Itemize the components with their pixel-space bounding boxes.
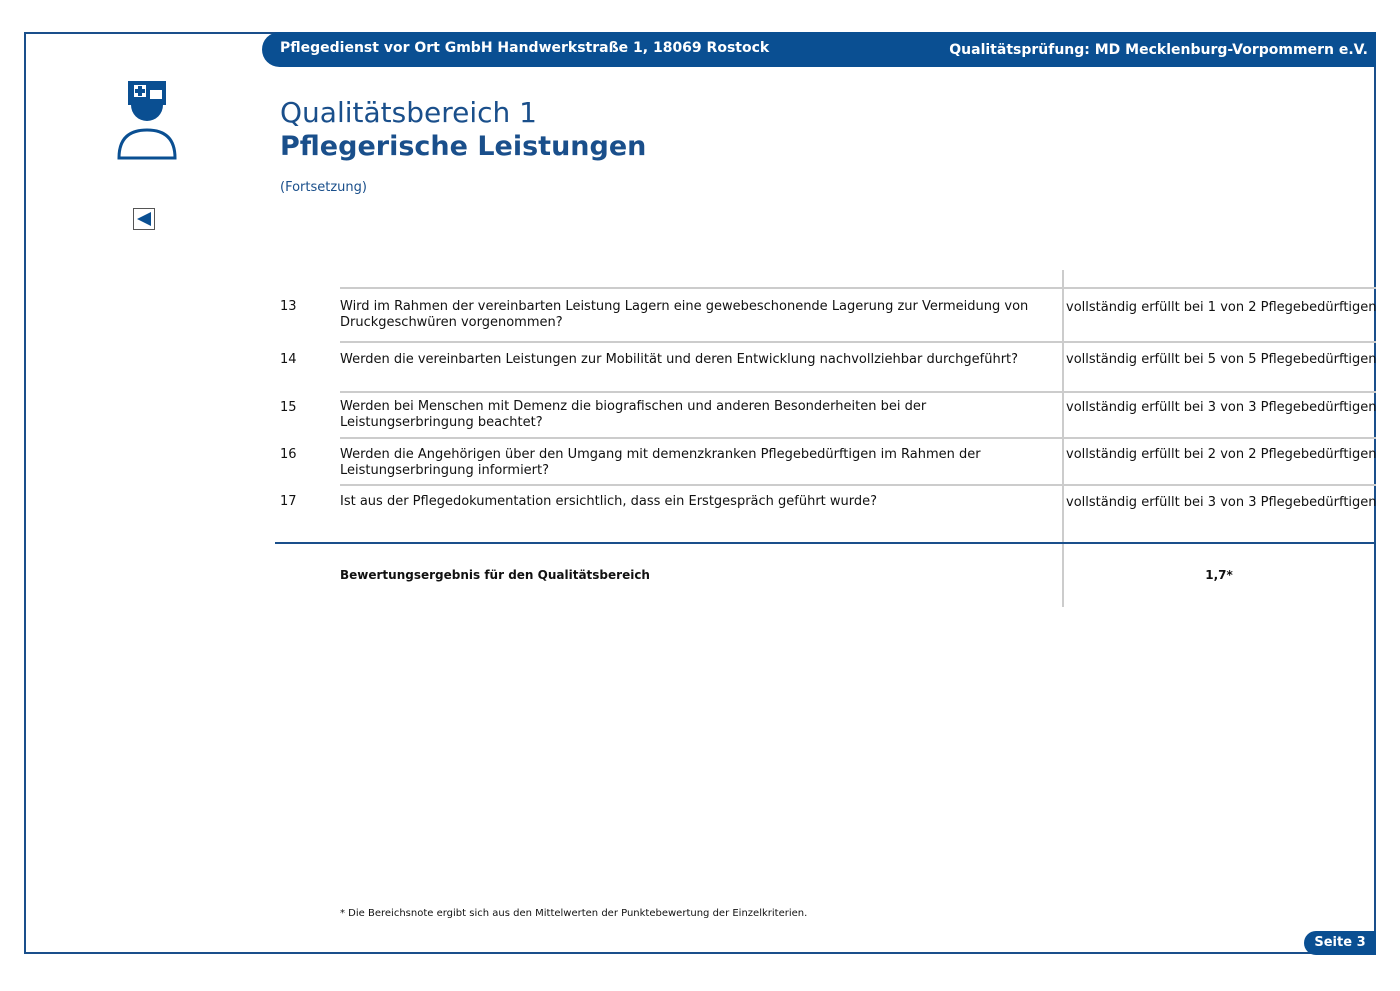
row-question: Werden die Angehörigen über den Umgang mit demenzkranken Pflegebedürftigen im Rahmen der Leistungserbringung informiert?: [340, 447, 981, 478]
row-number: 15: [280, 400, 297, 415]
page-number-badge: Seite 3: [1304, 931, 1376, 955]
row-number: 13: [280, 299, 297, 314]
summary-label: Bewertungsergebnis für den Qualitätsbereich: [340, 568, 650, 582]
back-button[interactable]: [133, 208, 155, 230]
row-answer: vollständig erfüllt bei 2 von 2 Pflegebedürftigen: [1066, 447, 1377, 462]
header-bar: [262, 32, 1376, 67]
row-divider: [340, 391, 1376, 393]
row-answer: vollständig erfüllt bei 3 von 3 Pflegebedürftigen: [1066, 495, 1377, 510]
section-subtitle: (Fortsetzung): [280, 180, 367, 195]
row-number: 14: [280, 352, 297, 367]
page-frame: [24, 32, 1376, 954]
row-question: Ist aus der Pflegedokumentation ersichtlich, dass ein Erstgespräch geführt wurde?: [340, 494, 878, 509]
row-number: 16: [280, 447, 297, 462]
row-divider: [340, 287, 1376, 289]
row-question: Wird im Rahmen der vereinbarten Leistung Lagern eine gewebeschonende Lagerung zur Vermeidung von Druckgeschwüren vorgenommen?: [340, 299, 1029, 330]
header-inspector: Qualitätsprüfung: MD Mecklenburg-Vorpommern e.V.: [949, 42, 1368, 58]
row-answer: vollständig erfüllt bei 5 von 5 Pflegebedürftigen: [1066, 352, 1377, 367]
row-question: Werden bei Menschen mit Demenz die biografischen und anderen Besonderheiten bei der Leistungserbringung beachtet?: [340, 399, 927, 430]
row-divider: [340, 484, 1376, 486]
summary-divider: [275, 542, 1376, 544]
section-number: Qualitätsbereich 1: [280, 96, 537, 129]
row-answer: vollständig erfüllt bei 3 von 3 Pflegebedürftigen: [1066, 400, 1377, 415]
footnote: * Die Bereichsnote ergibt sich aus den Mittelwerten der Punktebewertung der Einzelkriterien.: [340, 908, 808, 919]
summary-value: 1,7*: [1205, 568, 1233, 582]
back-arrow-icon: [136, 211, 152, 227]
row-number: 17: [280, 494, 297, 509]
row-question: Werden die vereinbarten Leistungen zur Mobilität und deren Entwicklung nachvollziehbar durchgeführt?: [340, 352, 1019, 367]
row-divider: [340, 341, 1376, 343]
row-divider: [340, 437, 1376, 439]
section-title: Pflegerische Leistungen: [280, 131, 647, 162]
nurse-icon: [114, 76, 180, 166]
header-provider: Pflegedienst vor Ort GmbH Handwerkstraße 1, 18069 Rostock: [280, 40, 770, 56]
row-answer: vollständig erfüllt bei 1 von 2 Pflegebedürftigen: [1066, 300, 1377, 315]
